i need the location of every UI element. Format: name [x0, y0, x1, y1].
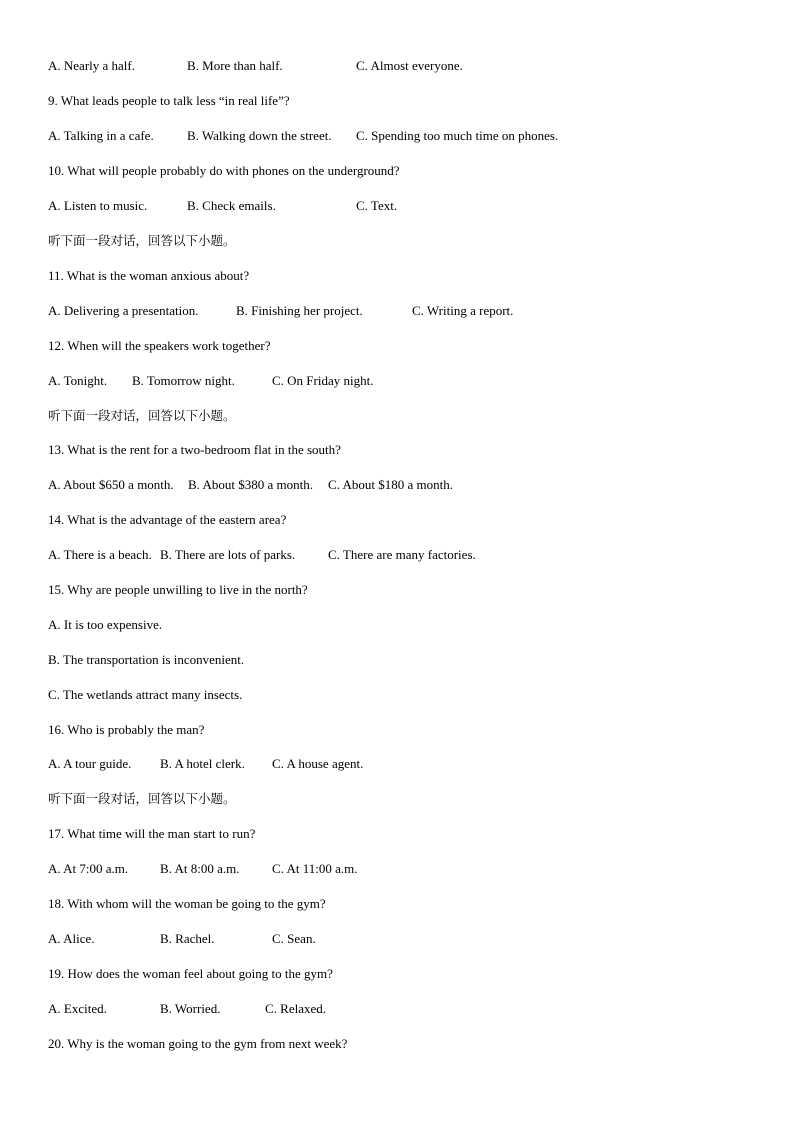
- option-a: A. Tonight.: [48, 373, 108, 388]
- option-a: A. At 7:00 a.m.: [48, 861, 129, 876]
- option-b: B. Finishing her project.: [236, 303, 363, 318]
- question-text: 9. What leads people to talk less “in real life”?: [48, 93, 290, 108]
- section-instruction: 听下面一段对话，回答以下小题。: [48, 233, 236, 248]
- option-a: A. Nearly a half.: [48, 58, 135, 73]
- option-b: B. Worried.: [160, 1001, 221, 1016]
- option-b: B. Rachel.: [160, 931, 215, 946]
- option-a: A. Listen to music.: [48, 198, 148, 213]
- option-c: C. The wetlands attract many insects.: [48, 687, 243, 702]
- option-b: B. Walking down the street.: [187, 128, 332, 143]
- question-text: 20. Why is the woman going to the gym from next week?: [48, 1036, 348, 1051]
- option-b: B. More than half.: [187, 58, 283, 73]
- option-a: A. A tour guide.: [48, 756, 132, 771]
- option-a: A. There is a beach.: [48, 547, 152, 562]
- option-c: C. Spending too much time on phones.: [356, 128, 559, 143]
- option-b: B. About $380 a month.: [188, 477, 313, 492]
- question-text: 19. How does the woman feel about going to the gym?: [48, 966, 333, 981]
- question-text: 16. Who is probably the man?: [48, 722, 205, 737]
- question-text: 14. What is the advantage of the eastern area?: [48, 512, 287, 527]
- option-b: B. Tomorrow night.: [132, 373, 235, 388]
- option-c: C. Sean.: [272, 931, 316, 946]
- option-a: A. Talking in a cafe.: [48, 128, 154, 143]
- question-text: 15. Why are people unwilling to live in the north?: [48, 582, 308, 597]
- option-c: C. Writing a report.: [412, 303, 514, 318]
- option-a: A. Excited.: [48, 1001, 107, 1016]
- option-b: B. At 8:00 a.m.: [160, 861, 240, 876]
- question-text: 18. With whom will the woman be going to the gym?: [48, 896, 326, 911]
- option-b: B. A hotel clerk.: [160, 756, 245, 771]
- question-text: 11. What is the woman anxious about?: [48, 268, 250, 283]
- option-a: A. Delivering a presentation.: [48, 303, 199, 318]
- option-b: B. The transportation is inconvenient.: [48, 652, 245, 667]
- question-text: 13. What is the rent for a two-bedroom flat in the south?: [48, 442, 341, 457]
- option-c: C. About $180 a month.: [328, 477, 453, 492]
- option-c: C. Text.: [356, 198, 398, 213]
- question-text: 17. What time will the man start to run?: [48, 826, 256, 841]
- option-c: C. A house agent.: [272, 756, 364, 771]
- question-text: 10. What will people probably do with phones on the underground?: [48, 163, 400, 178]
- option-c: C. Almost everyone.: [356, 58, 463, 73]
- option-a: A. About $650 a month.: [48, 477, 174, 492]
- option-c: C. At 11:00 a.m.: [272, 861, 358, 876]
- section-instruction: 听下面一段对话，回答以下小题。: [48, 408, 236, 423]
- option-c: C. Relaxed.: [265, 1001, 327, 1016]
- section-instruction: 听下面一段对话，回答以下小题。: [48, 791, 236, 806]
- option-c: C. On Friday night.: [272, 373, 374, 388]
- question-text: 12. When will the speakers work together?: [48, 338, 271, 353]
- option-a: A. Alice.: [48, 931, 95, 946]
- option-c: C. There are many factories.: [328, 547, 476, 562]
- option-b: B. There are lots of parks.: [160, 547, 296, 562]
- option-b: B. Check emails.: [187, 198, 276, 213]
- option-a: A. It is too expensive.: [48, 617, 163, 632]
